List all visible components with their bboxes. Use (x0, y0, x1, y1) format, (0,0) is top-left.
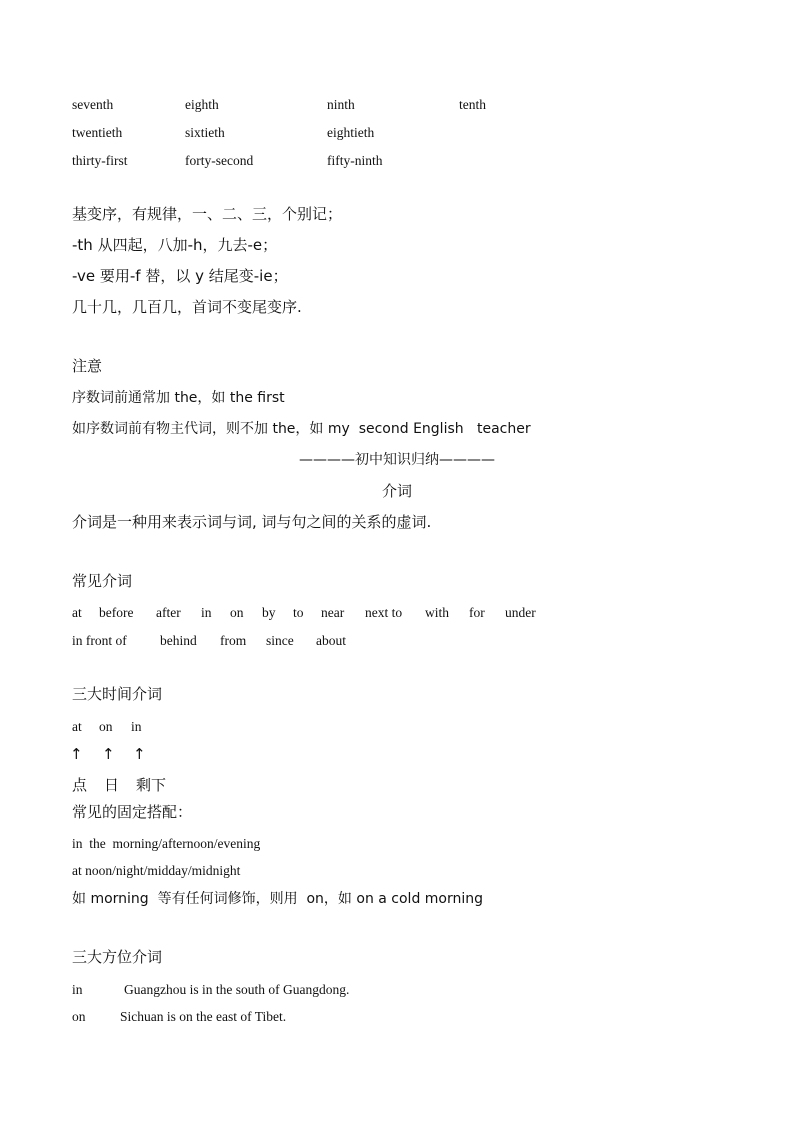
section-banner: ————初中知识归纳———— (299, 452, 495, 468)
ordinal-word: thirty-first (72, 153, 128, 168)
time-heading: 三大时间介词 (72, 685, 163, 703)
preposition: in (201, 605, 212, 620)
preposition: since (266, 633, 294, 648)
ordinal-word: seventh (72, 97, 114, 112)
meaning: 日 (104, 776, 120, 794)
example-sentence: Guangzhou is in the south of Guangdong. (124, 982, 350, 997)
ordinal-word: ninth (327, 97, 355, 112)
preposition: on (72, 1009, 86, 1024)
common-heading: 常见介词 (72, 572, 133, 590)
preposition: after (156, 605, 181, 620)
preposition: at (72, 605, 82, 620)
meaning: 剩下 (136, 776, 167, 794)
preposition: behind (160, 633, 197, 648)
preposition: in (131, 719, 142, 734)
preposition: in (72, 982, 83, 997)
section-title: 介词 (381, 482, 412, 500)
place-heading: 三大方位介词 (72, 948, 163, 966)
ordinal-word: sixtieth (185, 125, 225, 140)
rhyme-line: 基变序，有规律，一、二、三，个别记； (72, 205, 343, 223)
preposition-row (0, 633, 794, 651)
rhyme-line: 几十几，几百几，首词不变尾变序. (72, 298, 302, 316)
time-preposition-row (0, 719, 794, 737)
note-line: 序数词前通常加 the，如 the first (72, 390, 285, 406)
preposition: under (505, 605, 536, 620)
ordinal-word: eightieth (327, 125, 375, 140)
ordinal-word: tenth (459, 97, 486, 112)
preposition: about (316, 633, 346, 648)
note-line: 如序数词前有物主代词，则不加 the，如 my second English teacher (72, 421, 531, 437)
preposition: at (72, 719, 82, 734)
preposition-row (0, 605, 794, 623)
preposition: next to (365, 605, 403, 620)
fixed-phrase: at noon/night/midday/midnight (72, 863, 241, 878)
preposition: to (293, 605, 304, 620)
preposition: for (469, 605, 485, 620)
ordinal-row (0, 97, 794, 115)
note-heading: 注意 (72, 357, 103, 375)
place-example-row (0, 982, 794, 1000)
place-example-row (0, 1009, 794, 1027)
preposition: near (321, 605, 345, 620)
example-sentence: Sichuan is on the east of Tibet. (120, 1009, 287, 1024)
meaning-row (0, 774, 794, 792)
up-arrow-icon: ↑ (133, 745, 146, 763)
time-rule: 如 morning 等有任何词修饰，则用 on，如 on a cold morning (72, 891, 484, 907)
preposition: on (230, 605, 244, 620)
ordinal-row (0, 125, 794, 143)
ordinal-word: eighth (185, 97, 219, 112)
ordinal-word: forty-second (185, 153, 254, 168)
meaning: 点 (72, 776, 88, 794)
rhyme-line: -th 从四起，八加-h，九去-e； (72, 236, 278, 254)
preposition: with (425, 605, 450, 620)
preposition: by (262, 605, 276, 620)
arrow-row (0, 745, 794, 763)
ordinal-word: twentieth (72, 125, 123, 140)
ordinal-row (0, 153, 794, 171)
ordinal-word: fifty-ninth (327, 153, 383, 168)
preposition: on (99, 719, 113, 734)
definition: 介词是一种用来表示词与词, 词与句之间的关系的虚词. (72, 513, 432, 531)
preposition: before (99, 605, 134, 620)
up-arrow-icon: ↑ (70, 745, 83, 763)
fixed-phrase: in the morning/afternoon/evening (72, 836, 261, 851)
fixed-heading: 常见的固定搭配： (72, 803, 193, 821)
preposition: from (220, 633, 247, 648)
up-arrow-icon: ↑ (102, 745, 115, 763)
rhyme-line: -ve 要用-f 替，以 y 结尾变-ie； (72, 267, 288, 285)
preposition: in front of (72, 633, 127, 648)
